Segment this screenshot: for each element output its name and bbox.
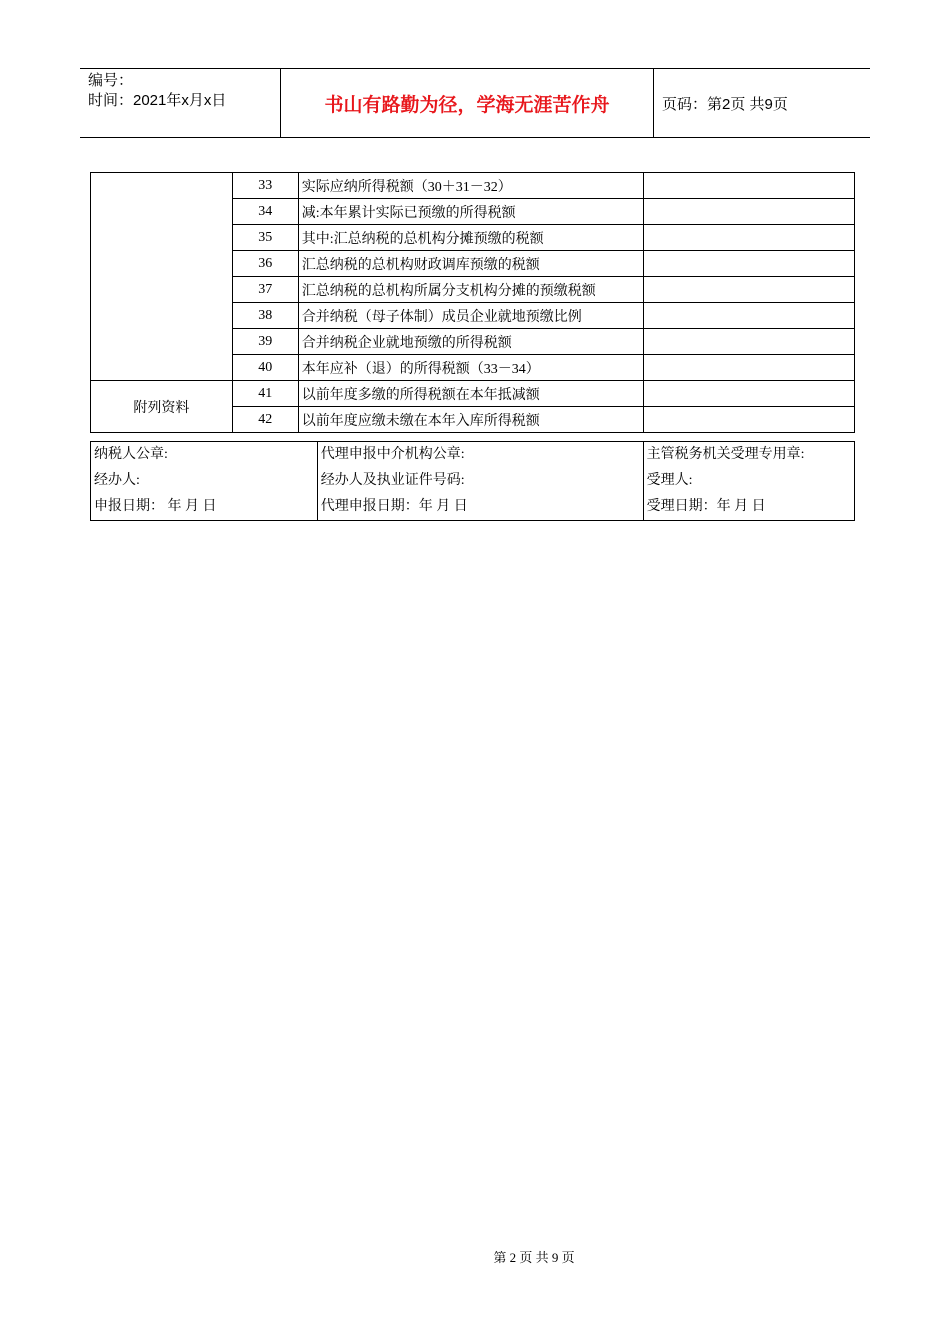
row-number: 42 <box>232 407 298 433</box>
taxpayer-handler-label: 经办人: <box>94 473 140 488</box>
row-number: 36 <box>232 251 298 277</box>
taxpayer-signature-block <box>91 442 318 521</box>
row-number: 35 <box>232 225 298 251</box>
row-description: 汇总纳税的总机构所属分支机构分摊的预缴税额 <box>298 277 644 303</box>
authority-receiver-label: 受理人: <box>646 473 693 488</box>
row-description: 本年应补（退）的所得税额（33－34） <box>298 355 644 381</box>
row-value[interactable] <box>644 355 855 381</box>
row-number: 38 <box>232 303 298 329</box>
row-number: 34 <box>232 199 298 225</box>
appendix-label: 附列资料 <box>91 381 233 433</box>
row-value[interactable] <box>644 225 855 251</box>
agent-seal-label: 代理申报中介机构公章: <box>320 447 465 462</box>
row-value[interactable] <box>644 199 855 225</box>
row-number: 37 <box>232 277 298 303</box>
row-value[interactable] <box>644 173 855 199</box>
row-description: 以前年度应缴未缴在本年入库所得税额 <box>298 407 644 433</box>
taxpayer-date-label: 申报日期： 年 月 日 <box>94 499 217 514</box>
agent-signature-block <box>317 442 643 521</box>
signature-table <box>90 441 855 521</box>
page-header <box>80 68 870 138</box>
authority-seal-label: 主管税务机关受理专用章: <box>646 447 805 462</box>
row-description: 合并纳税企业就地预缴的所得税额 <box>298 329 644 355</box>
number-label: 编号： <box>88 72 134 89</box>
header-page-label: 页码：第2页 共9页 <box>662 95 788 113</box>
tax-table <box>90 172 855 433</box>
row-number: 33 <box>232 173 298 199</box>
row-value[interactable] <box>644 407 855 433</box>
row-description: 合并纳税（母子体制）成员企业就地预缴比例 <box>298 303 644 329</box>
row-number: 39 <box>232 329 298 355</box>
row-value[interactable] <box>644 303 855 329</box>
row-value[interactable] <box>644 329 855 355</box>
row-description: 实际应纳所得税额（30＋31－32） <box>298 173 644 199</box>
row-number: 41 <box>232 381 298 407</box>
agent-handler-label: 经办人及执业证件号码: <box>320 473 465 488</box>
authority-signature-block <box>643 442 854 521</box>
taxpayer-seal-label: 纳税人公章: <box>94 447 168 462</box>
row-description: 其中:汇总纳税的总机构分摊预缴的税额 <box>298 225 644 251</box>
time-label: 时间：2021年x月x日 <box>88 92 227 109</box>
authority-date-label: 受理日期：年 月 日 <box>646 499 766 514</box>
row-description: 以前年度多缴的所得税额在本年抵减额 <box>298 381 644 407</box>
row-number: 40 <box>232 355 298 381</box>
table-row <box>91 381 855 407</box>
header-motto: 书山有路勤为径，学海无涯苦作舟 <box>281 69 654 137</box>
table-row <box>91 173 855 199</box>
blank-group-cell <box>91 173 233 381</box>
row-description: 减:本年累计实际已预缴的所得税额 <box>298 199 644 225</box>
row-description: 汇总纳税的总机构财政调库预缴的税额 <box>298 251 644 277</box>
page-footer: 第 2 页 共 9 页 <box>493 1250 575 1265</box>
row-value[interactable] <box>644 251 855 277</box>
row-value[interactable] <box>644 381 855 407</box>
row-value[interactable] <box>644 277 855 303</box>
header-meta <box>80 69 281 137</box>
agent-date-label: 代理申报日期：年 月 日 <box>320 499 468 514</box>
